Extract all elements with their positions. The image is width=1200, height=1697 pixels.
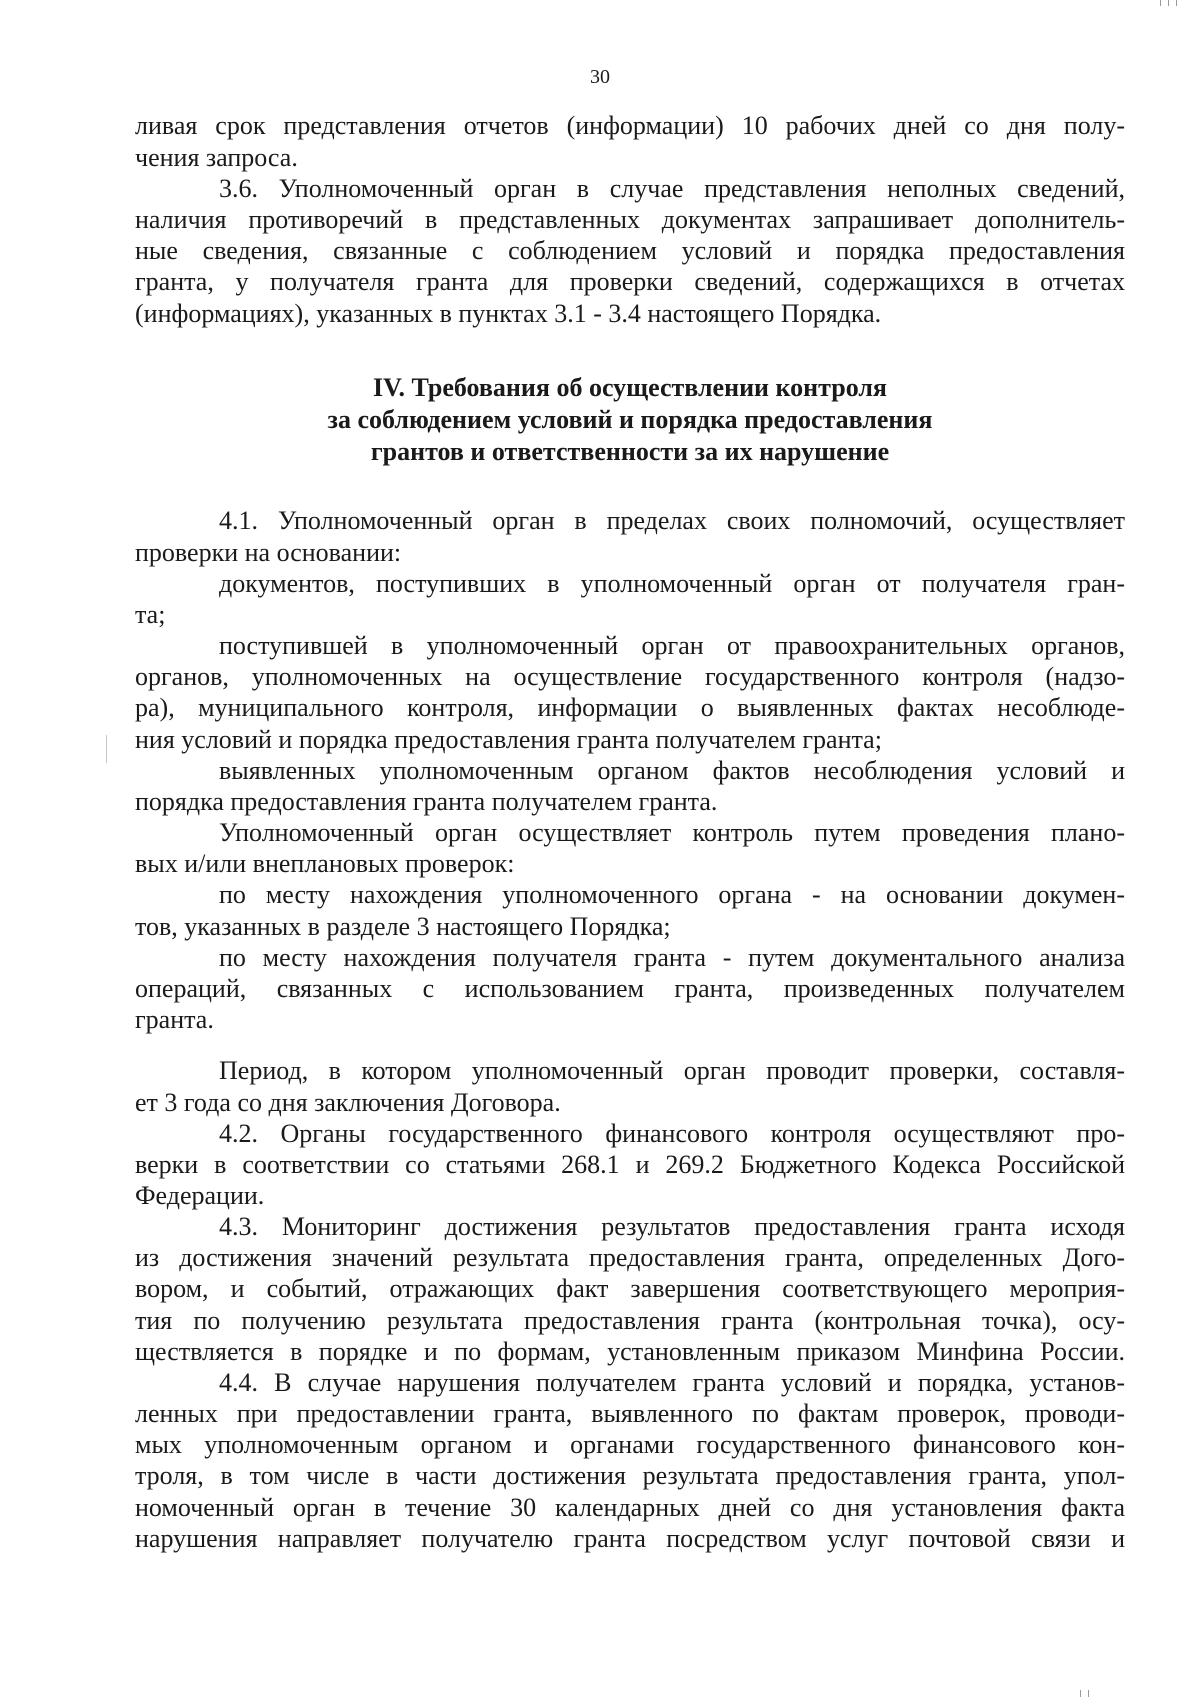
text-line: чения запроса. — [135, 143, 298, 172]
text-line: по месту нахождения уполномоченного органа - на основании докумен- — [219, 880, 1125, 909]
text-line: ет 3 года со дня заключения Договора. — [135, 1088, 561, 1117]
text-line: гранта. — [135, 1005, 214, 1034]
text-line: ра), муниципального контроля, информации о выявленных фактах несоблюде- — [135, 693, 1125, 722]
text-line: мых уполномоченным органом и органами государственного финансового кон- — [135, 1430, 1125, 1459]
text-line: порядка предоставления гранта получателем гранта. — [135, 787, 718, 816]
scan-mark — [1080, 1690, 1081, 1697]
scan-mark — [1176, 0, 1177, 6]
text-line: Период, в котором уполномоченный орган проводит проверки, составля- — [219, 1056, 1125, 1085]
page-number: 30 — [590, 66, 610, 88]
text-line: 4.3. Мониторинг достижения результатов предоставления гранта исходя — [219, 1212, 1125, 1241]
text-line: гранта, у получателя гранта для проверки сведений, содержащихся в отчетах — [135, 267, 1125, 296]
scan-mark — [106, 735, 107, 763]
scan-mark — [1168, 0, 1169, 6]
section-heading-line: грантов и ответственности за их нарушение — [370, 437, 890, 466]
text-line: Федерации. — [135, 1181, 265, 1210]
scan-mark — [1088, 1690, 1089, 1697]
text-line: тия по получению результата предоставления гранта (контрольная точка), осу- — [135, 1306, 1125, 1335]
text-line: верки в соответствии со статьями 268.1 и 269.2 Бюджетного Кодекса Российской — [135, 1150, 1125, 1179]
text-line: ленных при предоставлении гранта, выявленного по фактам проверок, проводи- — [135, 1399, 1125, 1428]
text-line: Уполномоченный орган осуществляет контроль путем проведения плано- — [219, 818, 1125, 847]
text-line: органов, уполномоченных на осуществление государственного контроля (надзо- — [135, 662, 1125, 691]
section-heading-line: за соблюдением условий и порядка предоставления — [327, 405, 933, 434]
text-line: ния условий и порядка предоставления гранта получателем гранта; — [135, 725, 882, 754]
text-line: поступившей в уполномоченный орган от правоохранительных органов, — [219, 631, 1125, 660]
text-line: 4.4. В случае нарушения получателем гранта условий и порядка, установ- — [219, 1368, 1125, 1397]
text-line: вых и/или внеплановых проверок: — [135, 849, 515, 878]
text-line: (информациях), указанных в пунктах 3.1 - 3.4 настоящего Порядка. — [135, 299, 882, 328]
text-line: проверки на основании: — [135, 538, 402, 567]
text-line: ные сведения, связанные с соблюдением условий и порядка предоставления — [135, 236, 1125, 265]
text-line: операций, связанных с использованием гранта, произведенных получателем — [135, 974, 1125, 1003]
text-line: выявленных уполномоченным органом фактов несоблюдения условий и — [219, 756, 1125, 785]
text-line: наличия противоречий в представленных документах запрашивает дополнитель- — [135, 205, 1125, 234]
scan-mark — [1160, 0, 1161, 6]
text-line: из достижения значений результата предоставления гранта, определенных Дого- — [135, 1243, 1125, 1272]
text-line: по месту нахождения получателя гранта - путем документального анализа — [219, 943, 1125, 972]
text-line: нарушения направляет получателю гранта посредством услуг почтовой связи и — [135, 1524, 1125, 1553]
text-line: вором, и событий, отражающих факт завершения соответствующего мероприя- — [135, 1274, 1125, 1303]
section-heading-line: IV. Требования об осуществлении контроля — [372, 373, 888, 402]
text-line: 4.1. Уполномоченный орган в пределах своих полномочий, осуществляет — [219, 506, 1125, 535]
text-line: документов, поступивших в уполномоченный орган от получателя гран- — [219, 569, 1125, 598]
text-line: ществляется в порядке и по формам, установленным приказом Минфина России. — [135, 1337, 1125, 1366]
text-line: тов, указанных в разделе 3 настоящего Порядка; — [135, 912, 671, 941]
text-line: 3.6. Уполномоченный орган в случае представления неполных сведений, — [219, 174, 1125, 203]
text-line: троля, в том числе в части достижения результата предоставления гранта, упол- — [135, 1461, 1125, 1490]
text-line: 4.2. Органы государственного финансового контроля осуществляют про- — [219, 1119, 1125, 1148]
text-line: та; — [135, 600, 166, 629]
text-line: ливая срок представления отчетов (информации) 10 рабочих дней со дня полу- — [135, 111, 1125, 140]
text-line: номоченный орган в течение 30 календарных дней со дня установления факта — [135, 1493, 1125, 1522]
